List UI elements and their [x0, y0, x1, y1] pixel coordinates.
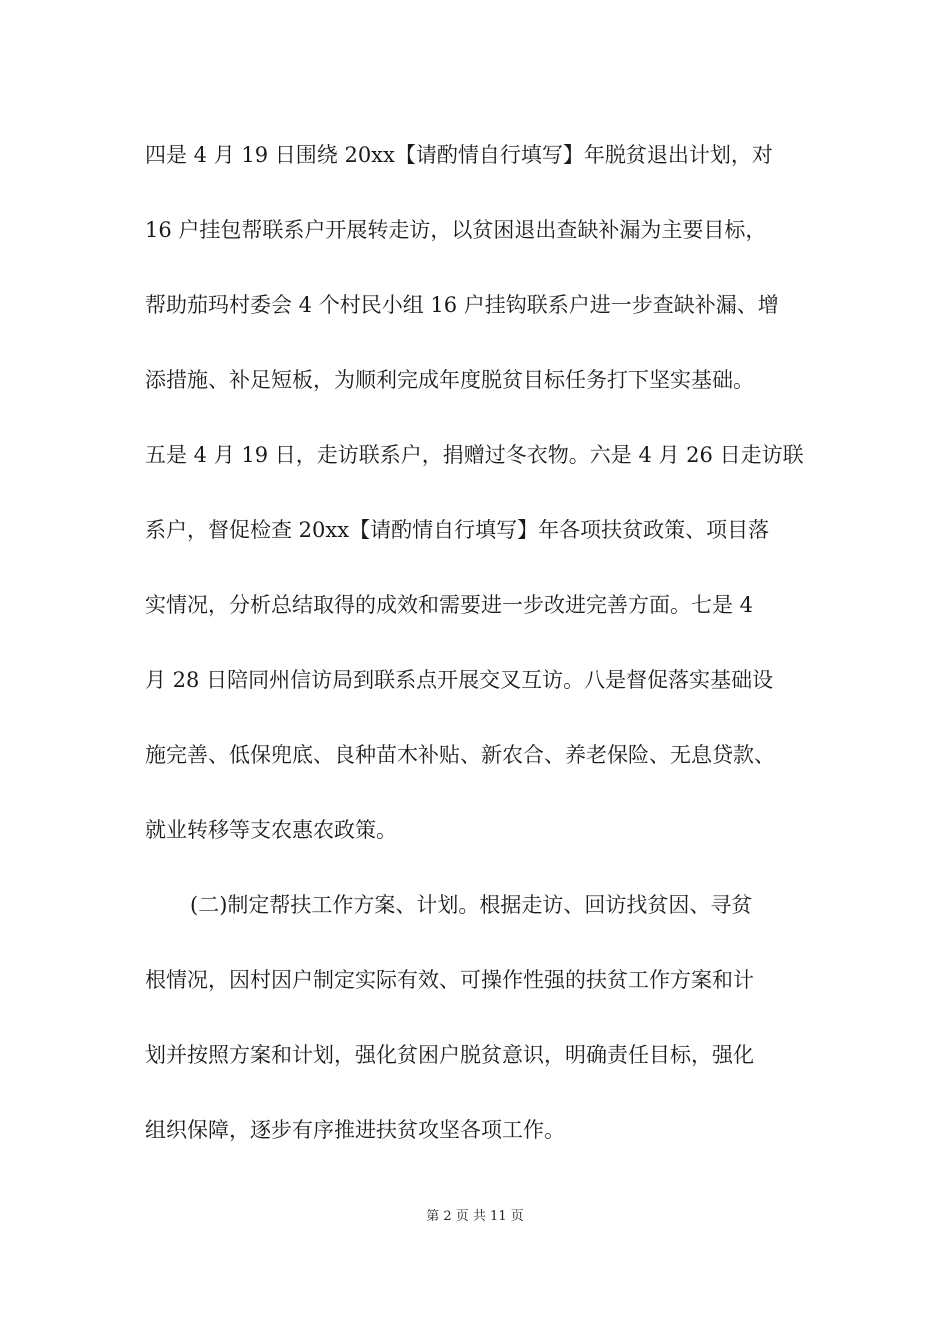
paragraph-line: 帮助茄玛村委会 4 个村民小组 16 户挂钩联系户进一步查缺补漏、增: [145, 293, 779, 317]
paragraph-line: 五是 4 月 19 日，走访联系户，捐赠过冬衣物。六是 4 月 26 日走访联: [145, 443, 804, 467]
paragraph-line: 月 28 日陪同州信访局到联系点开展交叉互访。八是督促落实基础设: [145, 668, 774, 692]
paragraph-line: 系户，督促检查 20xx【请酌情自行填写】年各项扶贫政策、项目落: [145, 518, 770, 542]
paragraph-line: 组织保障，逐步有序推进扶贫攻坚各项工作。: [145, 1118, 565, 1142]
paragraph-line: 16 户挂包帮联系户开展转走访，以贫困退出查缺补漏为主要目标，: [145, 218, 767, 242]
paragraph-line: 四是 4 月 19 日围绕 20xx【请酌情自行填写】年脱贫退出计划，对: [145, 143, 773, 167]
paragraph-line: 就业转移等支农惠农政策。: [145, 818, 397, 842]
paragraph-line: 添措施、补足短板，为顺利完成年度脱贫目标任务打下坚实基础。: [145, 368, 754, 392]
paragraph-line: 根情况，因村因户制定实际有效、可操作性强的扶贫工作方案和计: [145, 968, 754, 992]
section-heading-line: (二)制定帮扶工作方案、计划。根据走访、回访找贫因、寻贫: [190, 893, 753, 917]
page-number-footer: 第 2 页 共 11 页: [426, 1209, 524, 1224]
paragraph-line: 施完善、低保兜底、良种苗木补贴、新农合、养老保险、无息贷款、: [145, 743, 775, 767]
paragraph-line: 实情况，分析总结取得的成效和需要进一步改进完善方面。七是 4: [145, 593, 754, 617]
paragraph-line: 划并按照方案和计划，强化贫困户脱贫意识，明确责任目标，强化: [145, 1043, 754, 1067]
